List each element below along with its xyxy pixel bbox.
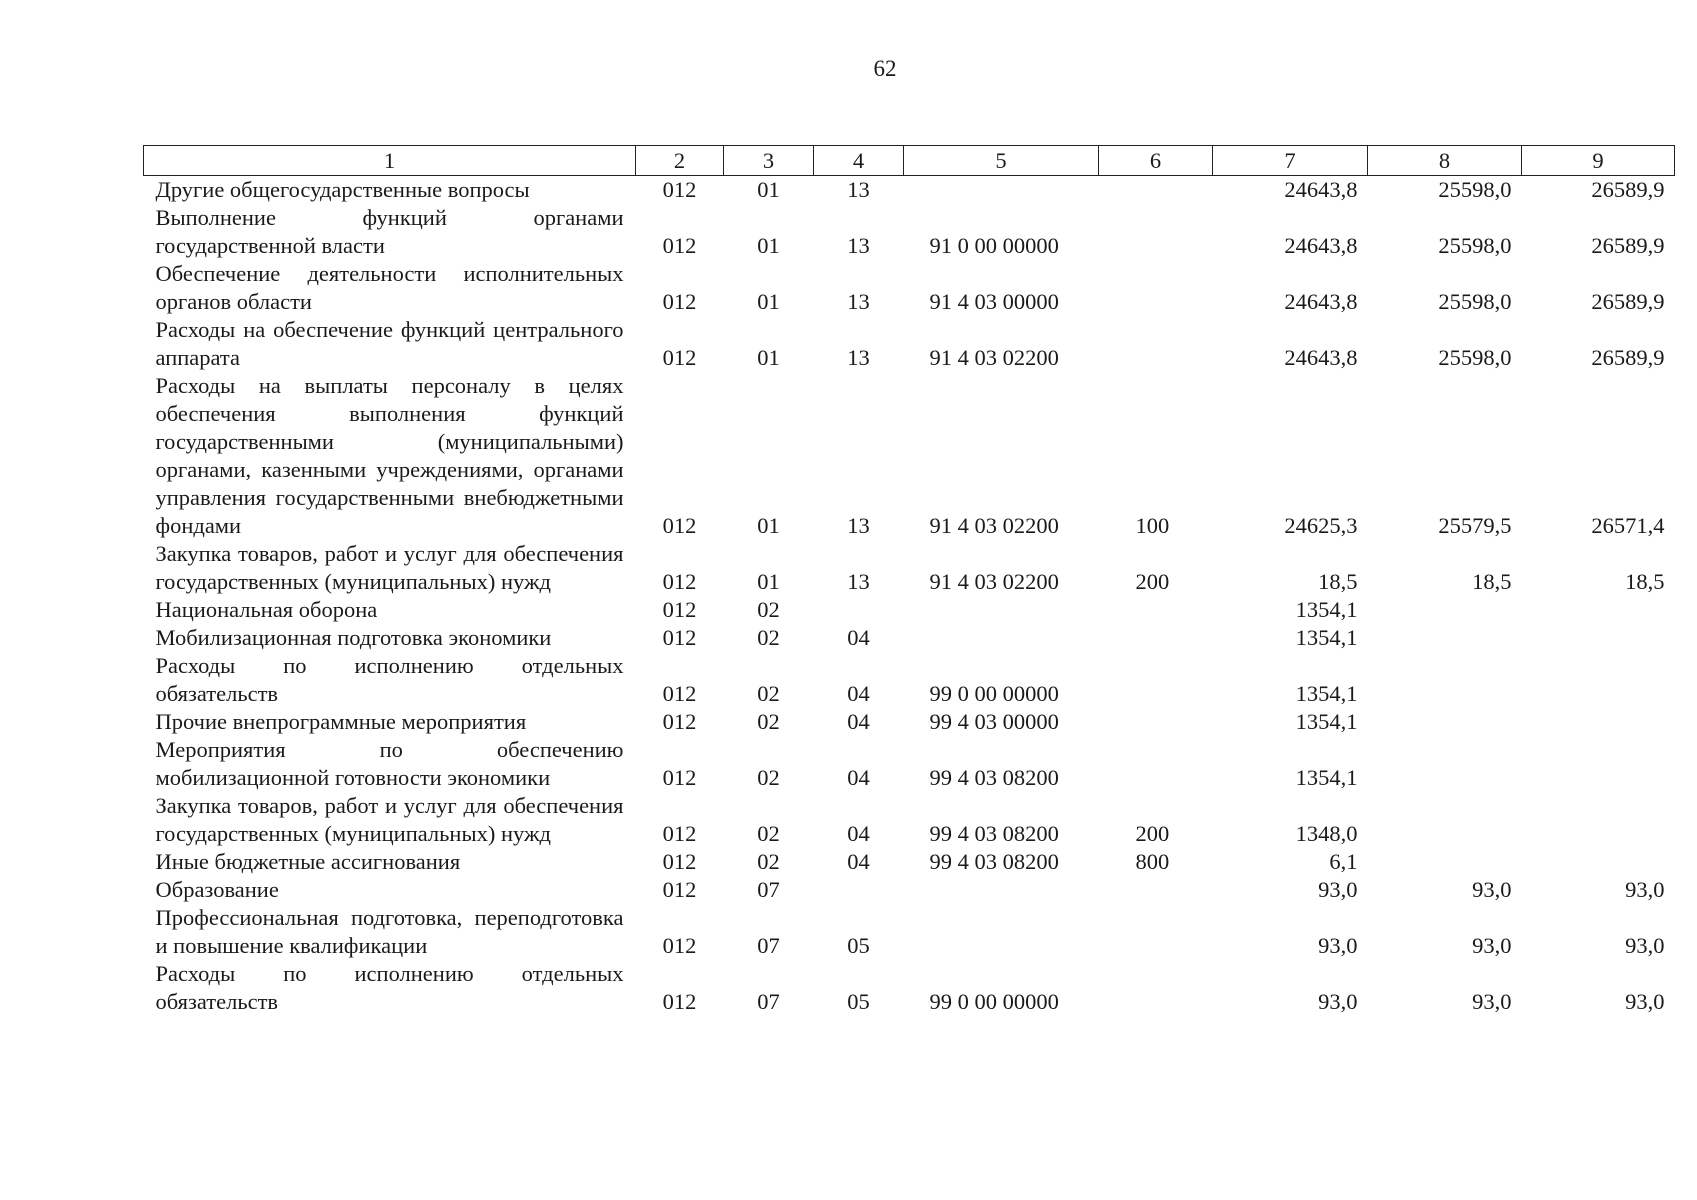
amount-year-1: 93,0 (1318, 877, 1358, 902)
ministry-code: 012 (662, 569, 697, 594)
ministry-code: 012 (662, 765, 697, 790)
subsection-code: 13 (847, 289, 870, 314)
amount-year-3 (1522, 708, 1675, 736)
amount-year-3: 26571,4 (1591, 513, 1665, 538)
target-article-code: 91 4 03 00000 (929, 289, 1059, 314)
amount-year-3: 26589,9 (1591, 233, 1665, 258)
ministry-code: 012 (662, 849, 697, 874)
expense-name: Профессиональная подготовка, переподготовка и повышение квалификации (155, 905, 624, 958)
amount-year-2 (1368, 652, 1522, 708)
amount-year-2 (1368, 848, 1522, 876)
table-row (144, 204, 1675, 260)
target-article-code (904, 904, 1099, 960)
expense-name: Мобилизационная подготовка экономики (155, 625, 552, 650)
amount-year-3: 26589,9 (1591, 289, 1665, 314)
expense-type-code (1099, 708, 1213, 736)
table-row (144, 652, 1675, 708)
ministry-code: 012 (662, 877, 697, 902)
amount-year-3: 26589,9 (1591, 177, 1665, 202)
table-row (144, 708, 1675, 736)
section-code: 02 (757, 597, 780, 622)
target-article-code (904, 176, 1099, 205)
table-row (144, 260, 1675, 316)
amount-year-1: 18,5 (1318, 569, 1358, 594)
expense-name: Другие общегосударственные вопросы (155, 177, 530, 202)
expense-name: Закупка товаров, работ и услуг для обеспечения государственных (муниципальных) нужд (155, 793, 624, 846)
column-header: 5 (904, 146, 1099, 176)
amount-year-2: 25579,5 (1438, 513, 1512, 538)
target-article-code: 99 4 03 08200 (929, 849, 1059, 874)
amount-year-3 (1522, 848, 1675, 876)
expense-type-code (1099, 736, 1213, 792)
amount-year-2 (1368, 596, 1522, 624)
subsection-code: 13 (847, 513, 870, 538)
table-row (144, 904, 1675, 960)
table-header-row (144, 146, 1675, 176)
expense-type-code (1099, 260, 1213, 316)
column-header: 1 (144, 146, 636, 176)
ministry-code: 012 (662, 345, 697, 370)
amount-year-1: 1354,1 (1295, 597, 1358, 622)
amount-year-1: 6,1 (1329, 849, 1358, 874)
expense-type-code: 200 (1135, 821, 1170, 846)
target-article-code (904, 876, 1099, 904)
expense-type-code (1099, 316, 1213, 372)
expense-name: Иные бюджетные ассигнования (155, 849, 461, 874)
expense-name: Расходы по исполнению отдельных обязательств (155, 653, 624, 706)
ministry-code: 012 (662, 289, 697, 314)
amount-year-3 (1522, 792, 1675, 848)
subsection-code: 05 (847, 933, 870, 958)
expense-type-code (1099, 960, 1213, 1016)
amount-year-3 (1522, 736, 1675, 792)
ministry-code: 012 (662, 625, 697, 650)
subsection-code: 04 (847, 709, 870, 734)
subsection-code: 04 (847, 765, 870, 790)
subsection-code (814, 876, 904, 904)
amount-year-2: 18,5 (1472, 569, 1512, 594)
subsection-code: 13 (847, 233, 870, 258)
subsection-code: 04 (847, 849, 870, 874)
subsection-code: 13 (847, 345, 870, 370)
table-row (144, 316, 1675, 372)
table-row (144, 848, 1675, 876)
column-header: 9 (1522, 146, 1675, 176)
section-code: 02 (757, 709, 780, 734)
expense-name: Обеспечение деятельности исполнительных органов области (155, 261, 624, 314)
amount-year-3: 93,0 (1625, 877, 1665, 902)
amount-year-2: 25598,0 (1438, 289, 1512, 314)
section-code: 01 (757, 513, 780, 538)
subsection-code: 04 (847, 821, 870, 846)
amount-year-2: 25598,0 (1438, 233, 1512, 258)
table-row (144, 540, 1675, 596)
amount-year-2 (1368, 792, 1522, 848)
amount-year-2: 25598,0 (1438, 177, 1512, 202)
section-code: 01 (757, 569, 780, 594)
target-article-code: 91 4 03 02200 (929, 513, 1059, 538)
expense-type-code: 100 (1135, 513, 1170, 538)
expense-type-code: 800 (1135, 849, 1170, 874)
ministry-code: 012 (662, 681, 697, 706)
column-header: 7 (1213, 146, 1368, 176)
table-row (144, 624, 1675, 652)
page-number: 62 (873, 56, 897, 81)
expense-type-code (1099, 876, 1213, 904)
expense-type-code (1099, 904, 1213, 960)
ministry-code: 012 (662, 709, 697, 734)
ministry-code: 012 (662, 989, 697, 1014)
amount-year-1: 24643,8 (1284, 289, 1358, 314)
amount-year-2 (1368, 736, 1522, 792)
column-header: 6 (1099, 146, 1213, 176)
amount-year-3 (1522, 652, 1675, 708)
section-code: 01 (757, 233, 780, 258)
table-row (144, 960, 1675, 1016)
amount-year-2 (1368, 708, 1522, 736)
expense-type-code (1099, 652, 1213, 708)
ministry-code: 012 (662, 933, 697, 958)
expense-name: Мероприятия по обеспечению мобилизационной готовности экономики (155, 737, 624, 790)
target-article-code: 91 0 00 00000 (929, 233, 1059, 258)
target-article-code: 99 0 00 00000 (929, 681, 1059, 706)
amount-year-2: 93,0 (1472, 933, 1512, 958)
amount-year-3: 26589,9 (1591, 345, 1665, 370)
table-row (144, 596, 1675, 624)
amount-year-1: 1354,1 (1295, 765, 1358, 790)
expense-name: Закупка товаров, работ и услуг для обеспечения государственных (муниципальных) нужд (155, 541, 624, 594)
ministry-code: 012 (662, 233, 697, 258)
ministry-code: 012 (662, 513, 697, 538)
amount-year-3: 93,0 (1625, 989, 1665, 1014)
expense-type-code: 200 (1135, 569, 1170, 594)
amount-year-2: 93,0 (1472, 989, 1512, 1014)
expense-type-code (1099, 624, 1213, 652)
target-article-code: 99 0 00 00000 (929, 989, 1059, 1014)
target-article-code: 91 4 03 02200 (929, 345, 1059, 370)
table-row (144, 736, 1675, 792)
amount-year-2: 93,0 (1472, 877, 1512, 902)
subsection-code: 13 (847, 177, 870, 202)
ministry-code: 012 (662, 821, 697, 846)
expense-type-code (1099, 176, 1213, 205)
amount-year-1: 24625,3 (1284, 513, 1358, 538)
target-article-code: 99 4 03 00000 (929, 709, 1059, 734)
amount-year-1: 93,0 (1318, 989, 1358, 1014)
target-article-code: 99 4 03 08200 (929, 821, 1059, 846)
section-code: 02 (757, 849, 780, 874)
section-code: 07 (757, 989, 780, 1014)
section-code: 07 (757, 933, 780, 958)
expense-type-code (1099, 596, 1213, 624)
expense-name: Образование (155, 877, 279, 902)
amount-year-1: 1354,1 (1295, 681, 1358, 706)
column-header: 4 (814, 146, 904, 176)
expense-name: Расходы на обеспечение функций центрального аппарата (155, 317, 624, 370)
section-code: 02 (757, 765, 780, 790)
amount-year-3 (1522, 624, 1675, 652)
expense-name: Выполнение функций органами государственной власти (155, 205, 624, 258)
target-article-code: 99 4 03 08200 (929, 765, 1059, 790)
amount-year-3 (1522, 596, 1675, 624)
ministry-code: 012 (662, 597, 697, 622)
amount-year-2: 25598,0 (1438, 345, 1512, 370)
subsection-code: 05 (847, 989, 870, 1014)
amount-year-1: 93,0 (1318, 933, 1358, 958)
expense-name: Расходы на выплаты персоналу в целях обеспечения выполнения функций государственными (муниципальными) органами, казенными учреждениями, органами управления государственными внебюджетными фондами (155, 373, 624, 538)
expense-name: Прочие внепрограммные мероприятия (155, 709, 527, 734)
section-code: 01 (757, 289, 780, 314)
subsection-code (814, 596, 904, 624)
expense-name: Национальная оборона (155, 597, 378, 622)
subsection-code: 13 (847, 569, 870, 594)
amount-year-3: 93,0 (1625, 933, 1665, 958)
budget-table (143, 145, 1675, 1016)
section-code: 02 (757, 681, 780, 706)
amount-year-3: 18,5 (1625, 569, 1665, 594)
amount-year-1: 1348,0 (1295, 821, 1358, 846)
ministry-code: 012 (662, 177, 697, 202)
target-article-code (904, 596, 1099, 624)
section-code: 01 (757, 345, 780, 370)
column-header: 3 (724, 146, 814, 176)
subsection-code: 04 (847, 625, 870, 650)
target-article-code (904, 624, 1099, 652)
table-row (144, 792, 1675, 848)
section-code: 01 (757, 177, 780, 202)
amount-year-1: 24643,8 (1284, 177, 1358, 202)
amount-year-1: 24643,8 (1284, 345, 1358, 370)
target-article-code: 91 4 03 02200 (929, 569, 1059, 594)
amount-year-2 (1368, 624, 1522, 652)
subsection-code: 04 (847, 681, 870, 706)
table-row (144, 176, 1675, 205)
column-header: 2 (636, 146, 724, 176)
section-code: 07 (757, 877, 780, 902)
column-header: 8 (1368, 146, 1522, 176)
expense-name: Расходы по исполнению отдельных обязательств (155, 961, 624, 1014)
section-code: 02 (757, 625, 780, 650)
table-row (144, 372, 1675, 540)
amount-year-1: 1354,1 (1295, 709, 1358, 734)
table-row (144, 876, 1675, 904)
amount-year-1: 1354,1 (1295, 625, 1358, 650)
section-code: 02 (757, 821, 780, 846)
expense-type-code (1099, 204, 1213, 260)
amount-year-1: 24643,8 (1284, 233, 1358, 258)
